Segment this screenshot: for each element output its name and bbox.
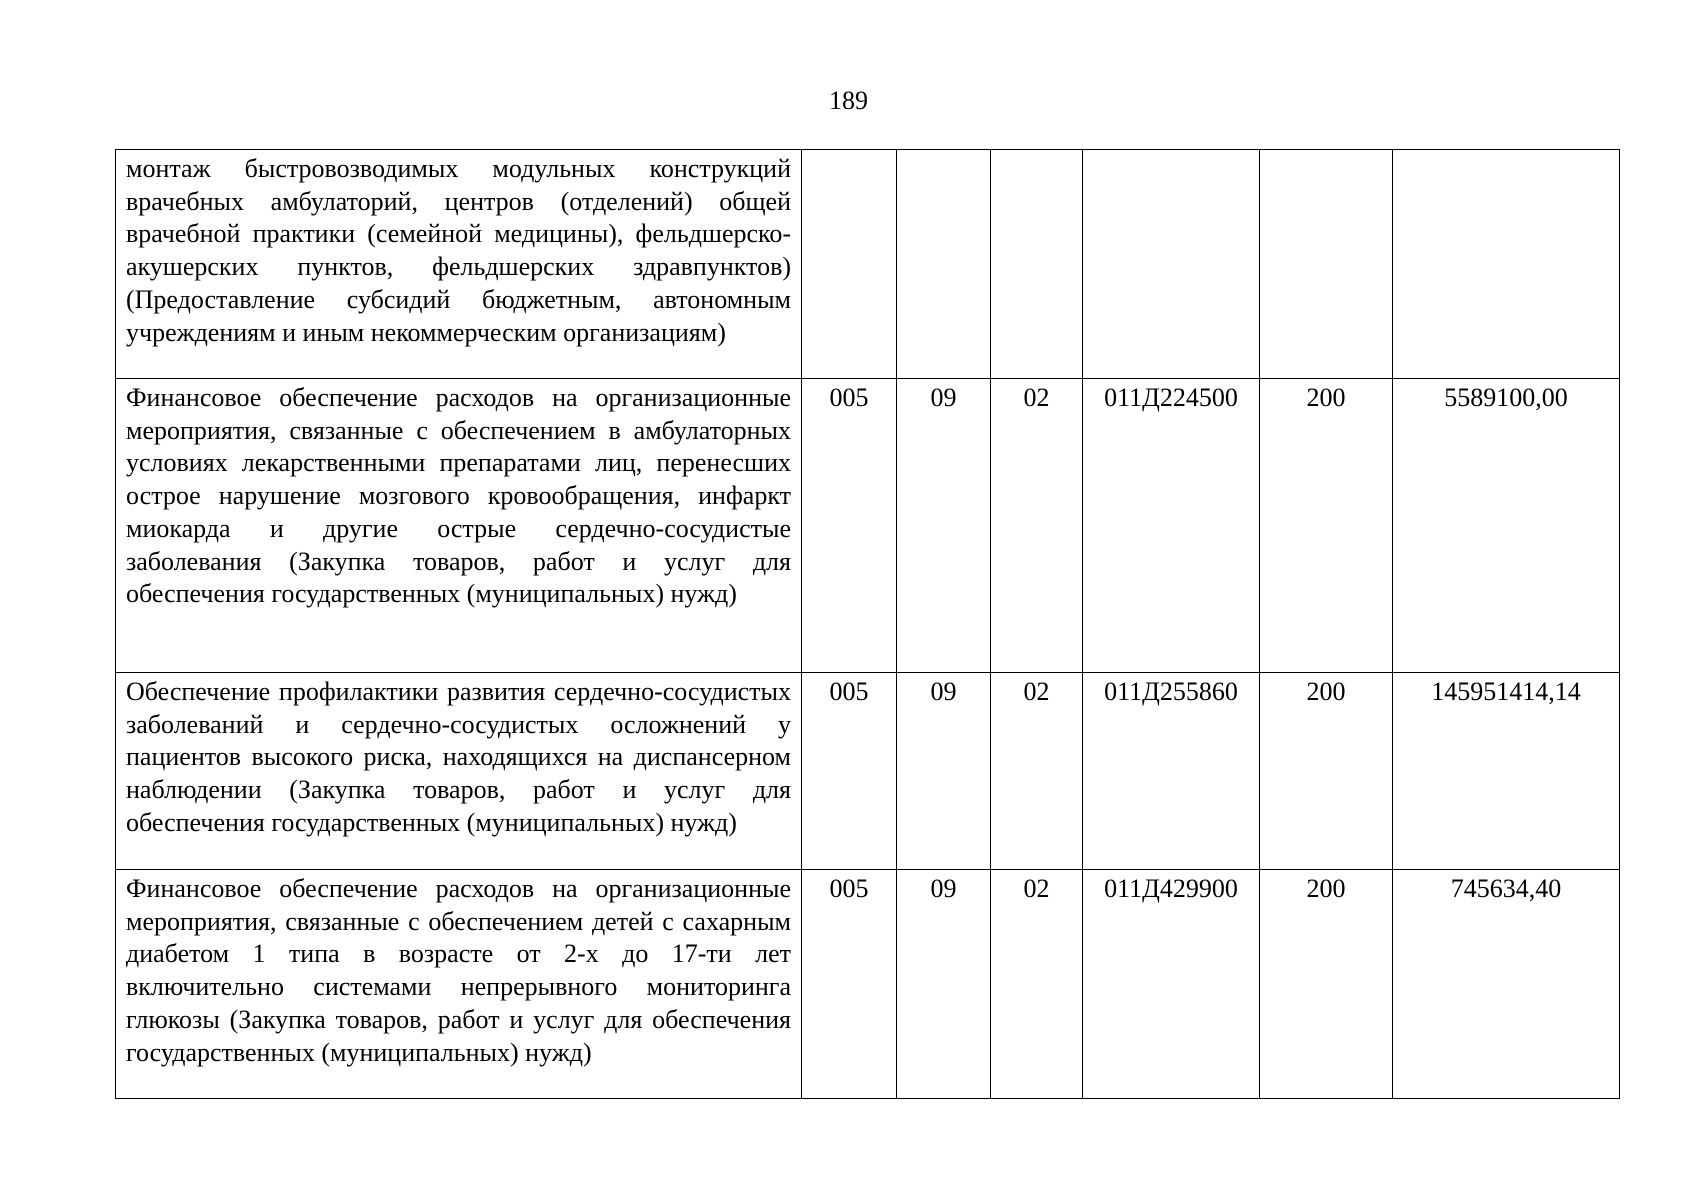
row-description: Финансовое обеспечение расходов на организационные мероприятия, связанные с обеспечением детей с сахарным диабетом 1 типа в возрасте от 2-х до 17-ти лет включительно системами непрерывного мониторинга глюкозы (Закупка товаров, работ и услуг для обеспечения государственных (муниципальных) нужд)	[116, 870, 802, 1099]
ministry-code: 005	[802, 870, 897, 1099]
subsection-code: 02	[991, 673, 1083, 870]
budget-table	[115, 149, 1620, 1099]
amount: 5589100,00	[1393, 379, 1620, 673]
table-row	[116, 673, 1620, 870]
section-code	[897, 150, 991, 379]
expense-type-code: 200	[1260, 673, 1393, 870]
subsection-code	[991, 150, 1083, 379]
ministry-code: 005	[802, 673, 897, 870]
expense-type-code	[1260, 150, 1393, 379]
section-code: 09	[897, 379, 991, 673]
subsection-code: 02	[991, 379, 1083, 673]
amount: 145951414,14	[1393, 673, 1620, 870]
section-code: 09	[897, 673, 991, 870]
amount	[1393, 150, 1620, 379]
page-number: 189	[829, 86, 868, 115]
row-description: Обеспечение профилактики развития сердечно-сосудистых заболеваний и сердечно-сосудистых осложнений у пациентов высокого риска, находящихся на диспансерном наблюдении (Закупка товаров, работ и услуг для обеспечения государственных (муниципальных) нужд)	[116, 673, 802, 870]
table-row	[116, 870, 1620, 1099]
table-row	[116, 150, 1620, 379]
ministry-code	[802, 150, 897, 379]
target-article-code: 011Д255860	[1083, 673, 1260, 870]
expense-type-code: 200	[1260, 379, 1393, 673]
ministry-code: 005	[802, 379, 897, 673]
table-row	[116, 379, 1620, 673]
target-article-code: 011Д429900	[1083, 870, 1260, 1099]
amount: 745634,40	[1393, 870, 1620, 1099]
expense-type-code: 200	[1260, 870, 1393, 1099]
target-article-code: 011Д224500	[1083, 379, 1260, 673]
section-code: 09	[897, 870, 991, 1099]
row-description: Финансовое обеспечение расходов на организационные мероприятия, связанные с обеспечением в амбулаторных условиях лекарственными препаратами лиц, перенесших острое нарушение мозгового кровообращения, инфаркт миокарда и другие острые сердечно-сосудистые заболевания (Закупка товаров, работ и услуг для обеспечения государственных (муниципальных) нужд)	[116, 379, 802, 673]
subsection-code: 02	[991, 870, 1083, 1099]
row-description: монтаж быстровозводимых модульных конструкций врачебных амбулаторий, центров (отделений) общей врачебной практики (семейной медицины), фельдшерско-акушерских пунктов, фельдшерских здравпунктов) (Предоставление субсидий бюджетным, автономным учреждениям и иным некоммерческим организациям)	[116, 150, 802, 379]
target-article-code	[1083, 150, 1260, 379]
